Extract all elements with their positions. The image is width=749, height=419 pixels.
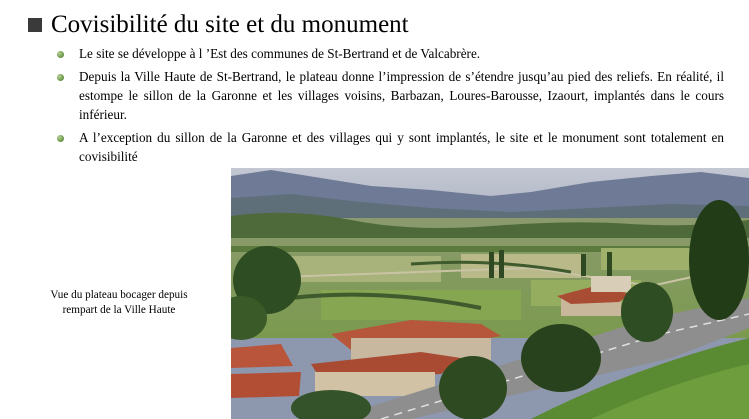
green-dot-bullet-icon (57, 74, 64, 81)
list-item (56, 44, 724, 63)
green-dot-bullet-icon (57, 51, 64, 58)
list-item (56, 128, 724, 166)
page-title: Covisibilité du site et du monument (51, 11, 409, 38)
green-dot-bullet-icon (57, 135, 64, 142)
bullet-text: Le site se développe à l ’Est des communes de St-Bertrand et de Valcabrère. (79, 46, 481, 61)
list-item (56, 67, 724, 124)
bullet-text: Depuis la Ville Haute de St-Bertrand, le plateau donne l’impression de s’étendre jusqu’au pied des reliefs. En réalité, il estompe le sillon de la Garonne et les villages voisins, Barbazan, Loures-Barousse, Izaourt, implantés dans le cours inférieur. (79, 69, 724, 122)
slide-title (28, 10, 409, 40)
photo-caption: Vue du plateau bocager depuis rempart de la Ville Haute (50, 289, 188, 316)
bullet-text: A l’exception du sillon de la Garonne et des villages qui y sont implantés, le site et le monument sont totalement en covisibilité (79, 130, 724, 164)
bullet-list (56, 44, 724, 170)
square-bullet-icon (28, 18, 42, 32)
landscape-photo (231, 168, 749, 419)
